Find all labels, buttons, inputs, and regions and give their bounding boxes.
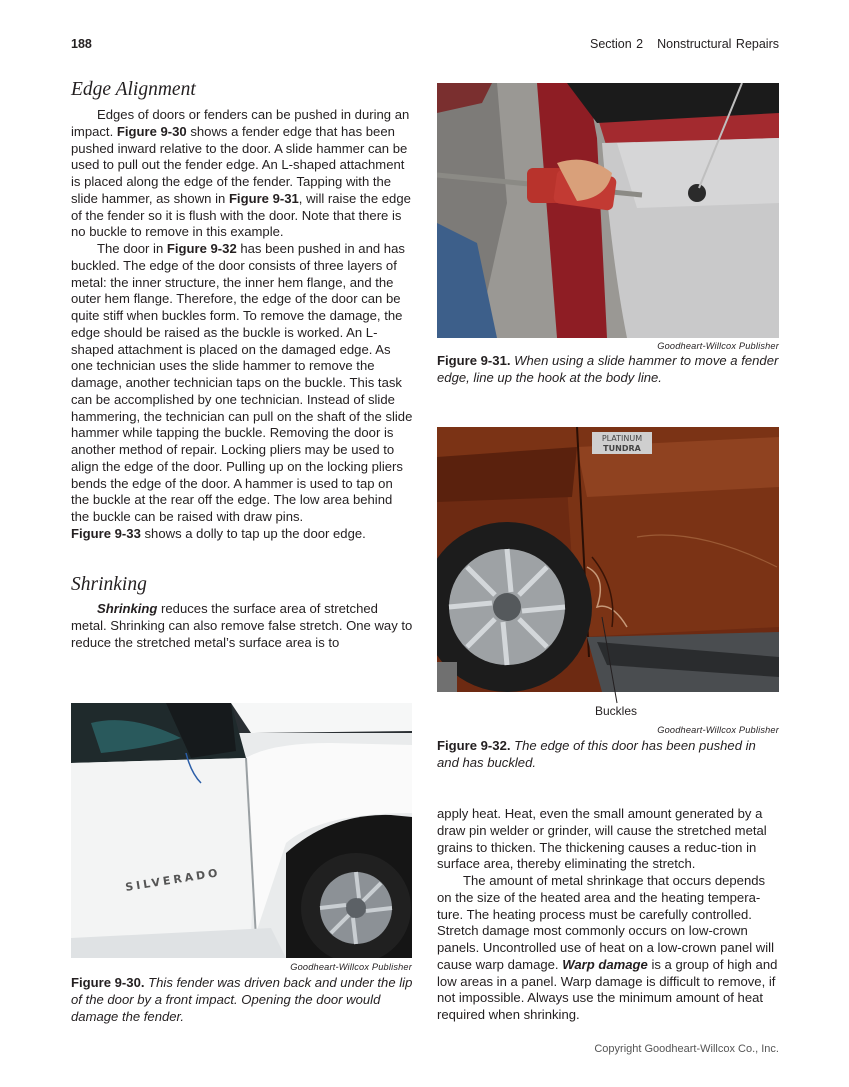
heading-shrinking: Shrinking — [71, 574, 147, 595]
paragraph — [71, 241, 414, 526]
slide-hammer-image — [437, 83, 779, 338]
buckles-leader-line — [600, 615, 622, 707]
figure-9-31-credit: Goodheart-Willcox Publisher — [657, 341, 779, 351]
silverado-badge: SILVERADO — [124, 866, 222, 894]
figure-9-32-caption — [437, 738, 779, 772]
platinum-badge: PLATINUM — [601, 434, 643, 443]
running-head-section: Section 2 — [589, 37, 644, 51]
figure-label: Figure 9-30. — [71, 975, 145, 990]
text-run: apply heat. Heat, even the small amount generated by a draw pin welder or grinder, will cause the stretched metal grains to thicken. The thickening causes a reduc-tion in surface area, thereby eliminating the stretch. — [437, 806, 767, 872]
paragraph — [437, 806, 780, 873]
figure-9-30-caption — [71, 975, 414, 1025]
figure-caption-text: This fender was driven back and under the lip of the door by a front impact. Opening the door would damage the fender. — [71, 975, 413, 1024]
figure-9-31-caption — [437, 353, 779, 387]
text-run: shows a fender edge that has been pushed inward relative to the door. A slide hammer can be used to pull out the fender edge. An L-shaped attachment is placed along the edge of the fender. Tapping with the slide hammer, as shown in — [71, 123, 408, 206]
heading-edge-alignment: Edge Alignment — [71, 79, 196, 100]
figure-label: Figure 9-32. — [437, 738, 511, 753]
figure-9-30-photo — [71, 703, 412, 958]
paragraph — [71, 601, 414, 651]
buckles-callout: Buckles — [595, 704, 638, 718]
text-run: is a group of high and low areas in a panel. Warp damage is difficult to remove, if not impossible. Always use the minimum amount of heat required when shrinking. — [437, 956, 778, 1022]
running-head-title: Nonstructural Repairs — [657, 37, 779, 51]
shrinking-body — [71, 601, 414, 651]
white-truck-image — [71, 703, 412, 958]
edge-alignment-body — [71, 107, 414, 543]
emphasized-term: Warp damage — [562, 956, 648, 972]
emphasized-term: Figure 9-31 — [228, 190, 299, 206]
figure-label: Figure 9-31. — [437, 353, 511, 368]
paragraph — [71, 526, 414, 543]
text-run: Edges of doors or fenders can be pushed in during an impact. — [71, 107, 410, 139]
emphasized-term: Figure 9-30 — [116, 123, 187, 139]
figure-9-32-credit: Goodheart-Willcox Publisher — [657, 725, 779, 735]
paragraph — [71, 107, 414, 241]
figure-9-30-credit: Goodheart-Willcox Publisher — [290, 962, 412, 972]
text-run: The amount of metal shrinkage that occurs depends on the size of the heated area and the heating tempera-ture. The heating process must be carefully controlled. Stretch damage most commonly occurs on low-crown panels. Uncontrolled use of heat on a low-crown panel will cause warp damage. — [437, 873, 774, 972]
running-head — [590, 37, 779, 51]
shrinking-continued-body — [437, 806, 780, 1024]
text-run: reduces the surface area of stretched metal. Shrinking can also remove false stretch. One way to reduce the stretched metal’s surface area is to — [71, 601, 413, 650]
page-number: 188 — [71, 37, 92, 51]
copyright-footer: Copyright Goodheart-Willcox Co., Inc. — [594, 1043, 779, 1055]
figure-caption-text: The edge of this door has been pushed in and has buckled. — [437, 738, 756, 770]
text-run: has been pushed in and has buckled. The edge of the door consists of three layers of metal: the inner structure, the inner hem flange, and the outer hem flange. Therefore, the edge of the door can be quite stiff when buckles form. To remove the damage, the edge should be raised as the buckle is worked. An L-shaped attachment is placed on the damaged edge. As one technician uses the slide hammer to remove the damage, another technician taps on the buckle. This task can be accomplished by one technician. Instead of slide hammering, the technician can pull on the shaft of the slide hammer while tapping the buckle. Removing the door is another method of repair. Locking pliers may be used to align the edge of the door. Pulling up on the locking pliers bends the edge of the door. A hammer is used to tap on the buckle at the rear off the edge. The low area behind the buckle can be raised with draw pins. — [71, 241, 413, 524]
paragraph — [437, 873, 780, 1024]
figure-9-31-photo — [437, 83, 779, 338]
emphasized-term: Figure 9-32 — [166, 241, 237, 256]
tundra-badge: TUNDRA — [603, 444, 641, 453]
emphasized-term: Shrinking — [97, 601, 158, 616]
emphasized-term: Figure 9-33 — [71, 525, 141, 541]
text-run: , will raise the edge of the fender so it is flush with the door. Note that there is no buckle to remove in this example. — [71, 190, 411, 240]
text-run: The door in — [97, 241, 167, 256]
text-run: shows a dolly to tap up the door edge. — [140, 525, 366, 541]
figure-caption-text: When using a slide hammer to move a fender edge, line up the hook at the body line. — [437, 353, 779, 385]
